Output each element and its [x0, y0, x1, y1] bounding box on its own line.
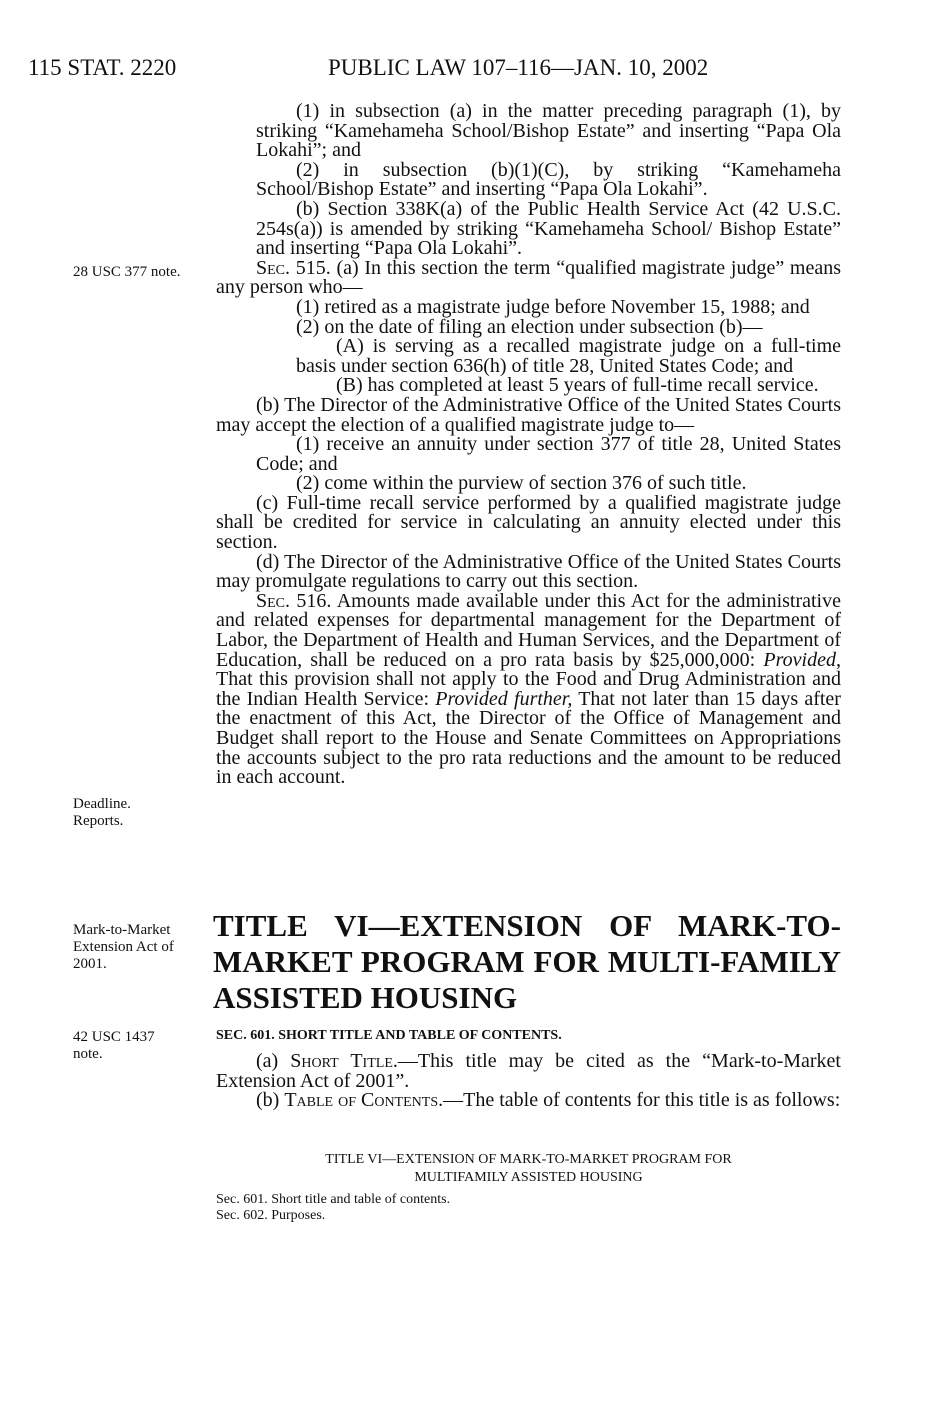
margin-note-reports: Reports. — [73, 813, 124, 829]
paragraph: (b) Section 338K(a) of the Public Health Service Act (42 U.S.C. 254s(a)) is amended by striking “Kamehameha School/ Bishop Estate” and inserting “Papa Ola Lokahi”. — [256, 197, 841, 260]
paragraph: (B) has completed at least 5 years of full-time recall service. — [336, 374, 819, 397]
title-vi-heading — [213, 908, 841, 1016]
section-515-intro — [216, 256, 842, 299]
subsection-caption: Table of Contents — [284, 1089, 439, 1112]
proviso: Provided further, — [435, 687, 573, 710]
toc-item: Sec. 602. Purposes. — [216, 1208, 326, 1223]
section-label: Sec. — [256, 589, 291, 612]
margin-note-mtm-2: Extension Act of — [73, 939, 174, 955]
subsection-label: (b) — [256, 1089, 285, 1112]
paragraph: (2) come within the purview of section 376 of such title. — [296, 472, 747, 495]
margin-note-mtm-1: Mark-to-Market — [73, 922, 171, 938]
section-516-text: That this provision shall not apply to the Food and Drug Administration and the Indian Health Service: — [216, 668, 841, 710]
toc-title — [216, 1151, 841, 1187]
paragraph: (2) on the date of filing an election under subsection (b)— — [296, 315, 763, 338]
paragraph: (1) retired as a magistrate judge before November 15, 1988; and — [296, 295, 810, 318]
paragraph: (c) Full-time recall service performed by a qualified magistrate judge shall be credited for service in calculating an annuity elected under this section. — [216, 491, 841, 554]
section-label: Sec. — [256, 256, 291, 279]
subsection-caption: Short Title — [290, 1050, 393, 1072]
section-515-text: 515. (a) In this section the term “qualified magistrate judge” means any person who— — [216, 256, 842, 299]
subsection-label: (a) — [256, 1050, 291, 1072]
toc-title-line: TITLE VI—EXTENSION OF MARK-TO-MARKET PROGRAM FOR — [325, 1152, 732, 1167]
toc-item: Sec. 601. Short title and table of contents. — [216, 1192, 451, 1207]
paragraph: (2) in subsection (b)(1)(C), by striking “Kamehameha School/Bishop Estate” and inserting “Papa Ola Lokahi”. — [256, 158, 841, 201]
paragraph: (b) The Director of the Administrative Office of the United States Courts may accept the election of a qualified magistrate judge to— — [216, 393, 841, 436]
body-text — [216, 102, 841, 788]
paragraph: (A) is serving as a recalled magistrate judge on a full-time basis under section 636(h) of title 28, United States Code; and — [296, 335, 841, 377]
margin-note-deadline: Deadline. — [73, 796, 131, 812]
page-stat-number: 115 STAT. 2220 — [28, 55, 177, 80]
margin-note-usc-377: 28 USC 377 note. — [73, 264, 181, 280]
paragraph: (1) in subsection (a) in the matter preceding paragraph (1), by striking “Kamehameha School/Bishop Estate” and inserting “Papa Ola Lokahi”; and — [256, 100, 841, 162]
paragraph: (d) The Director of the Administrative Office of the United States Courts may promulgate regulations to carry out this section. — [216, 550, 841, 593]
margin-note-usc-1437-note: note. — [73, 1046, 103, 1062]
section-601-heading: SEC. 601. SHORT TITLE AND TABLE OF CONTENTS. — [216, 1028, 562, 1043]
section-516 — [216, 589, 841, 789]
margin-note-usc-1437: 42 USC 1437 — [73, 1029, 155, 1045]
proviso: Provided, — [763, 648, 841, 671]
running-header: PUBLIC LAW 107–116—JAN. 10, 2002 — [328, 55, 709, 80]
section-516-text: That not later than 15 days after the enactment of this Act, the Director of the Office of Management and Budget shall report to the House and Senate Committees on Appropriations the accounts subject to the pro rata reductions and the amount to be reduced in each account. — [216, 687, 841, 789]
section-601-body — [216, 1052, 841, 1111]
margin-note-mtm-3: 2001. — [73, 956, 107, 972]
table-of-contents — [216, 1192, 450, 1224]
toc-title-line: MULTIFAMILY ASSISTED HOUSING — [414, 1170, 643, 1185]
section-601-b — [216, 1091, 841, 1111]
subsection-text: .—The table of contents for this title is as follows: — [438, 1089, 841, 1112]
title-vi-text: TITLE VI—EXTENSION OF MARK-TO-MARKET PROGRAM FOR MULTI-FAMILY ASSISTED HOUSING — [213, 908, 841, 1015]
paragraph: (1) receive an annuity under section 377 of title 28, United States Code; and — [256, 433, 841, 475]
subsection-text: .—This title may be cited as the “Mark-to-Market Extension Act of 2001”. — [216, 1050, 841, 1092]
section-601-a — [216, 1052, 841, 1091]
section-516-text: 516. Amounts made available under this Act for the administrative and related expenses for departmental management for the Department of Labor, the Department of Health and Human Services, and the Department of Education, shall be reduced on a pro rata basis by $25,000,000: — [216, 589, 841, 671]
